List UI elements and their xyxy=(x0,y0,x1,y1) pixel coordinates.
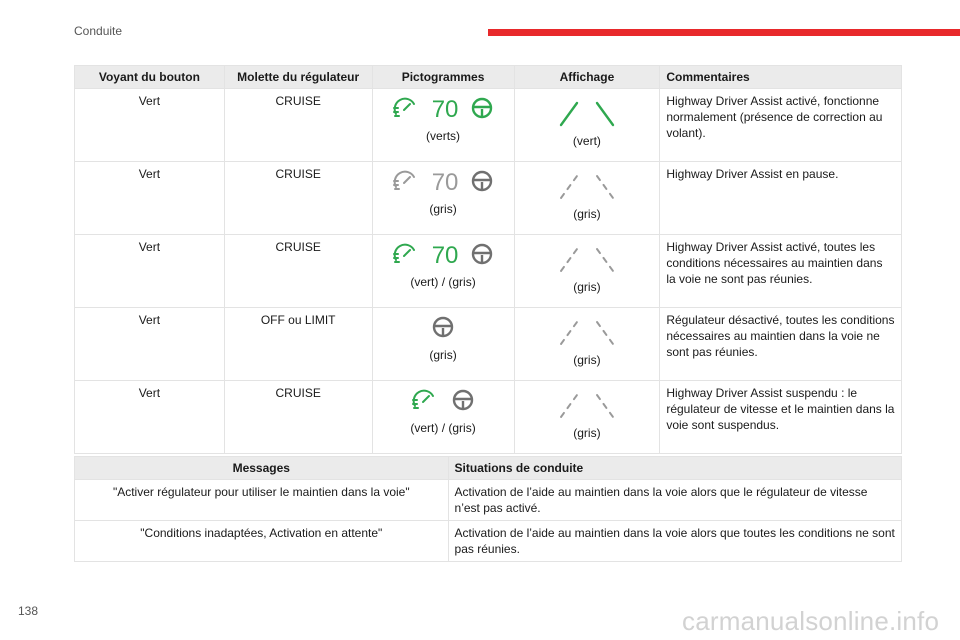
affichage-caption: (gris) xyxy=(573,280,601,294)
voyant-cell: Vert xyxy=(75,235,225,308)
voyant-cell: Vert xyxy=(75,381,225,454)
picto-caption: (gris) xyxy=(429,348,457,362)
steering-wheel-icon xyxy=(431,315,455,343)
affichage-cell xyxy=(514,308,660,381)
lane-lines-icon xyxy=(521,316,654,348)
table-row xyxy=(75,308,902,381)
table-row xyxy=(75,480,902,521)
cruise-speedometer-icon xyxy=(411,388,439,416)
situation-cell: Activation de l’aide au maintien dans la voie alors que le régulateur de vitesse n’est pas activé. xyxy=(448,480,901,521)
section-accent-bar xyxy=(488,29,960,36)
picto-cell xyxy=(372,235,514,308)
section-title: Conduite xyxy=(74,24,123,38)
table-row xyxy=(75,235,902,308)
table-row xyxy=(75,162,902,235)
lane-lines-icon xyxy=(521,97,654,129)
comment-cell: Régulateur désactivé, toutes les conditions nécessaires au maintien dans la voie ne sont pas réunies. xyxy=(660,308,902,381)
header-situations: Situations de conduite xyxy=(448,457,901,480)
message-cell: "Activer régulateur pour utiliser le maintien dans la voie" xyxy=(75,480,449,521)
picto-caption: (verts) xyxy=(426,129,461,143)
steering-wheel-icon xyxy=(470,242,494,270)
header-molette: Molette du régulateur xyxy=(224,66,372,89)
speed-value: 70 xyxy=(431,96,459,123)
affichage-cell xyxy=(514,381,660,454)
affichage-cell xyxy=(514,89,660,162)
molette-cell: OFF ou LIMIT xyxy=(224,308,372,381)
steering-wheel-icon xyxy=(470,169,494,197)
picto-cell xyxy=(372,381,514,454)
comment-cell: Highway Driver Assist activé, fonctionne normalement (présence de correction au volant). xyxy=(660,89,902,162)
messages-table-header xyxy=(75,457,902,480)
lane-lines-icon xyxy=(521,389,654,421)
affichage-caption: (gris) xyxy=(573,207,601,221)
header-messages: Messages xyxy=(75,457,449,480)
watermark: carmanualsonline.info xyxy=(682,606,940,636)
situation-cell: Activation de l’aide au maintien dans la voie alors que toutes les conditions ne sont pas réunies. xyxy=(448,521,901,562)
speed-value: 70 xyxy=(431,169,459,196)
cruise-speedometer-icon xyxy=(392,169,420,197)
affichage-cell xyxy=(514,235,660,308)
comment-cell: Highway Driver Assist activé, toutes les conditions nécessaires au maintien dans la voie ne sont pas réunies. xyxy=(660,235,902,308)
affichage-caption: (vert) xyxy=(572,134,601,148)
header-affichage: Affichage xyxy=(514,66,660,89)
indicator-table xyxy=(74,65,902,454)
page-number: 138 xyxy=(18,604,39,618)
lane-lines-icon xyxy=(521,243,654,275)
header-pictogrammes: Pictogrammes xyxy=(372,66,514,89)
molette-cell: CRUISE xyxy=(224,162,372,235)
picto-cell xyxy=(372,89,514,162)
picto-caption: (vert) / (gris) xyxy=(410,421,476,435)
table-row xyxy=(75,381,902,454)
molette-cell: CRUISE xyxy=(224,381,372,454)
message-cell: "Conditions inadaptées, Activation en attente" xyxy=(75,521,449,562)
picto-cell xyxy=(372,308,514,381)
comment-cell: Highway Driver Assist en pause. xyxy=(660,162,902,235)
molette-cell: CRUISE xyxy=(224,235,372,308)
header-voyant: Voyant du bouton xyxy=(75,66,225,89)
steering-wheel-icon xyxy=(451,388,475,416)
affichage-caption: (gris) xyxy=(573,426,601,440)
voyant-cell: Vert xyxy=(75,89,225,162)
cruise-speedometer-icon xyxy=(392,242,420,270)
steering-wheel-icon xyxy=(470,96,494,124)
affichage-cell xyxy=(514,162,660,235)
lane-lines-icon xyxy=(521,170,654,202)
voyant-cell: Vert xyxy=(75,308,225,381)
table-row xyxy=(75,89,902,162)
indicator-table-header xyxy=(75,66,902,89)
speed-value: 70 xyxy=(431,242,459,269)
affichage-caption: (gris) xyxy=(573,353,601,367)
molette-cell: CRUISE xyxy=(224,89,372,162)
voyant-cell: Vert xyxy=(75,162,225,235)
picto-caption: (gris) xyxy=(429,202,457,216)
header-commentaires: Commentaires xyxy=(660,66,902,89)
table-row xyxy=(75,521,902,562)
cruise-speedometer-icon xyxy=(392,96,420,124)
comment-cell: Highway Driver Assist suspendu : le régulateur de vitesse et le maintien dans la voie sont suspendus. xyxy=(660,381,902,454)
messages-table xyxy=(74,456,902,562)
picto-cell xyxy=(372,162,514,235)
picto-caption: (vert) / (gris) xyxy=(410,275,476,289)
